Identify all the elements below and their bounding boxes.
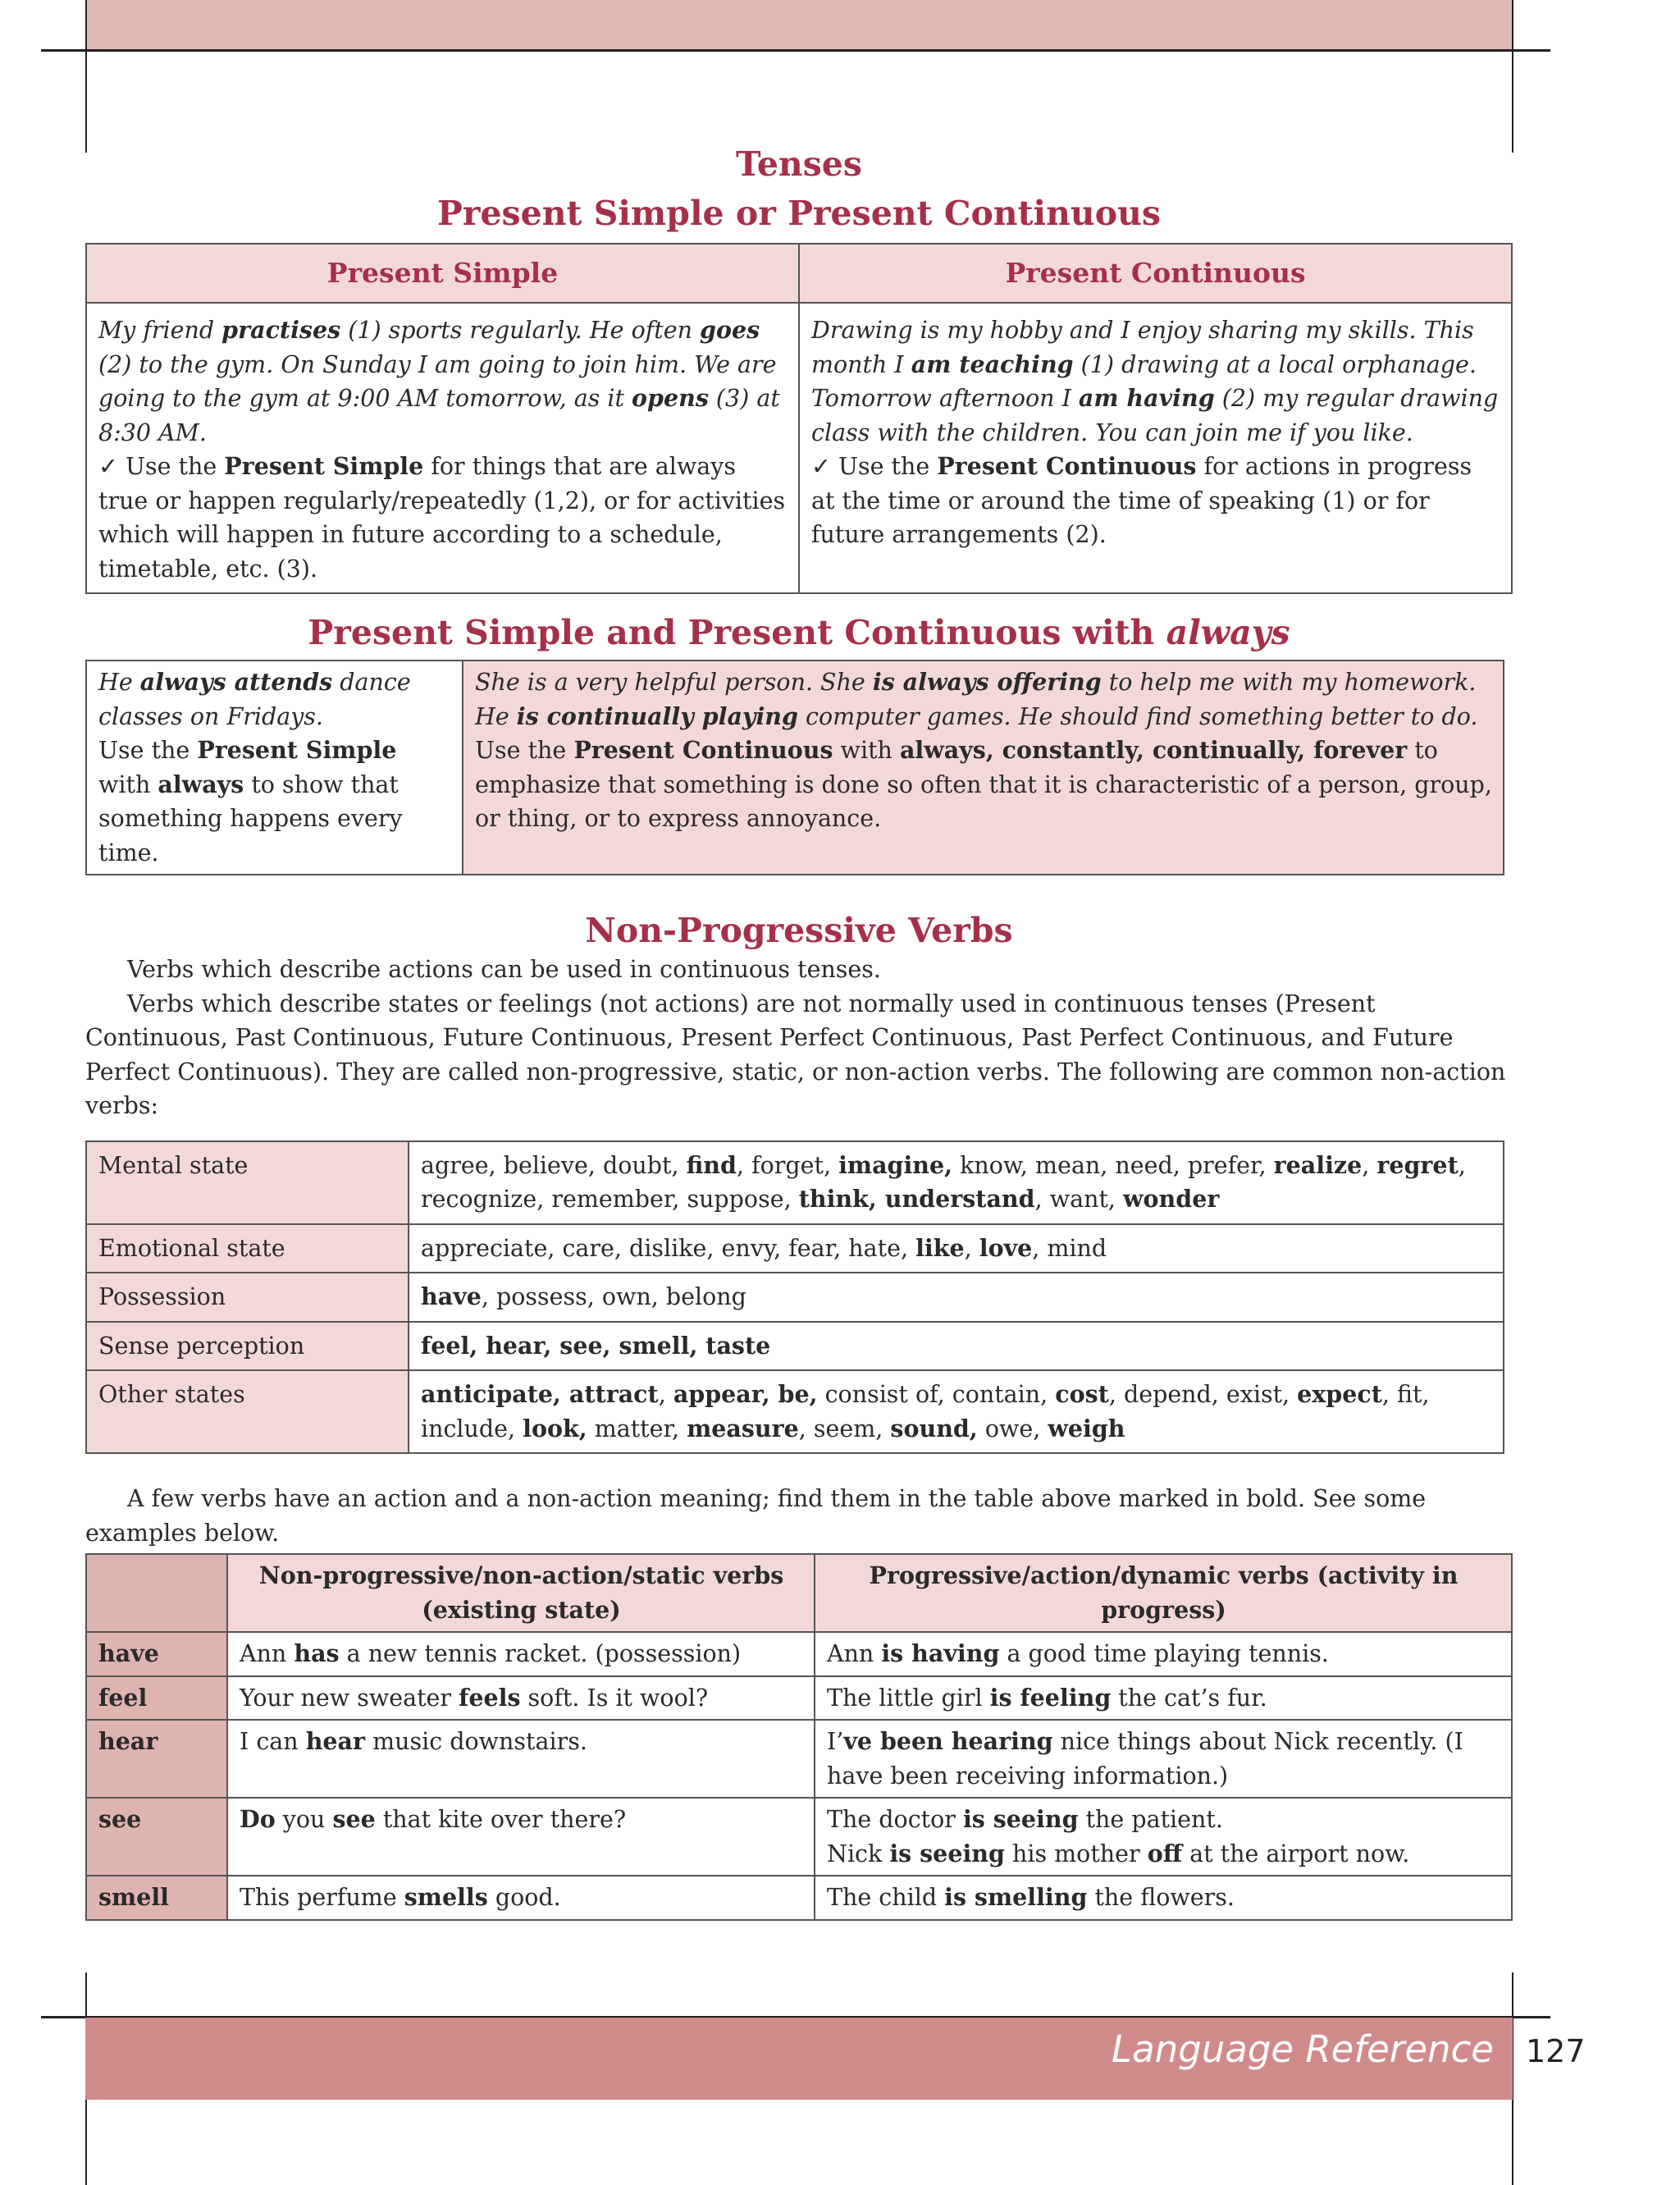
present-simple-example: My friend practises (1) sports regularly. He often goes (2) to the gym. On Sunday I am going to join him. We are going to the gym at 9:00 AM tomorrow, as it opens (3) at 8:30 AM.	[98, 316, 780, 446]
table-header-row	[86, 1554, 1512, 1632]
always-continuous-example-2: He is continually playing computer games. He should find something better to do.	[475, 702, 1478, 730]
non-progressive-para-3: A few verbs have an action and a non-action meaning; find them in the table above marked in bold. See some examples below.	[85, 1485, 1427, 1547]
mental-state-verbs: agree, believe, doubt, find, forget, imagine, know, mean, need, prefer, realize, regret, recognize, remember, suppose, think, understand, want, wonder	[409, 1141, 1504, 1224]
table-row	[86, 1720, 1512, 1798]
always-simple-cell	[86, 661, 463, 875]
page-title: Tenses	[736, 144, 862, 184]
table-row	[86, 1322, 1504, 1371]
dynamic-example-hear: I’ve been hearing nice things about Nick recently. (I have been receiving information.)	[815, 1720, 1512, 1798]
static-example-hear: I can hear music downstairs.	[227, 1720, 815, 1798]
dynamic-example-feel: The little girl is feeling the cat’s fur.	[815, 1676, 1512, 1721]
present-continuous-rule: ✓ Use the Present Continuous for actions in progress at the time or around the time of speaking (1) or for future arrangements (2).	[811, 452, 1472, 548]
present-continuous-cell	[799, 303, 1512, 593]
non-progressive-heading: Non-Progressive Verbs	[585, 911, 1013, 950]
static-example-feel: Your new sweater feels soft. Is it wool?	[227, 1676, 815, 1721]
table-row	[86, 1141, 1504, 1224]
examples-table	[85, 1553, 1513, 1921]
present-simple-rule: ✓ Use the Present Simple for things that are always true or happen regularly/repeatedly (1,2), or for activities which will happen in future according to a schedule, timetable, etc. (3).	[98, 452, 786, 583]
non-action-verbs-table	[85, 1140, 1504, 1455]
top-band	[85, 0, 1513, 49]
sense-perception-verbs: feel, hear, see, smell, taste	[409, 1322, 1504, 1371]
always-simple-rule: Use the Present Simple with always to show that something happens every time.	[98, 736, 403, 866]
static-example-smell: This perfume smells good.	[227, 1876, 815, 1920]
dynamic-example-smell: The child is smelling the flowers.	[815, 1876, 1512, 1920]
possession-label: Possession	[86, 1273, 409, 1322]
always-simple-example: He always attends dance classes on Fridays.	[98, 668, 411, 730]
crop-mark-top-right	[1512, 0, 1513, 153]
footer-band	[85, 2018, 1513, 2100]
page-number: 127	[1526, 2033, 1586, 2069]
verb-have: have	[86, 1632, 227, 1676]
emotional-state-label: Emotional state	[86, 1224, 409, 1273]
present-continuous-example: Drawing is my hobby and I enjoy sharing my skills. This month I am teaching (1) drawing at a local orphanage. Tomorrow afternoon I am having (2) my regular drawing class with the children. You can join me if you like.	[811, 317, 1499, 446]
table-row	[86, 1370, 1504, 1453]
verb-feel: feel	[86, 1676, 227, 1721]
comparison-table	[85, 243, 1513, 594]
emotional-state-verbs: appreciate, care, dislike, envy, fear, hate, like, love, mind	[409, 1224, 1504, 1273]
other-states-verbs: anticipate, attract, appear, be, consist of, contain, cost, depend, exist, expect, fit, include, look, matter, measure, seem, sound, owe, weigh	[409, 1370, 1504, 1453]
page-subtitle: Present Simple or Present Continuous	[437, 194, 1161, 233]
always-table	[85, 660, 1504, 875]
non-progressive-column-header: Non-progressive/non-action/static verbs (existing state)	[227, 1554, 815, 1632]
dynamic-example-have: Ann is having a good time playing tennis.	[815, 1632, 1512, 1676]
verb-see: see	[86, 1798, 227, 1876]
dynamic-example-see: The doctor is seeing the patient. Nick is seeing his mother off at the airport now.	[815, 1798, 1512, 1876]
table-row	[86, 1632, 1512, 1676]
always-section-heading: Present Simple and Present Continuous with always	[308, 613, 1290, 652]
crop-mark-top	[41, 49, 1550, 52]
footer-section-title: Language Reference	[1112, 2027, 1494, 2071]
table-row	[86, 1798, 1512, 1876]
table-row	[86, 1273, 1504, 1322]
non-progressive-para-1: Verbs which describe actions can be used in continuous tenses.	[127, 956, 881, 983]
other-states-label: Other states	[86, 1370, 409, 1453]
present-simple-cell	[86, 303, 799, 593]
table-row	[86, 1676, 1512, 1721]
verb-smell: smell	[86, 1876, 227, 1920]
verb-hear: hear	[86, 1720, 227, 1798]
always-continuous-cell	[463, 661, 1504, 875]
mental-state-label: Mental state	[86, 1141, 409, 1224]
page-content	[85, 139, 1513, 1921]
progressive-column-header: Progressive/action/dynamic verbs (activity in progress)	[815, 1554, 1512, 1632]
static-example-see: Do you see that kite over there?	[227, 1798, 815, 1876]
always-continuous-rule: Use the Present Continuous with always, constantly, continually, forever to emphasize that something is done so often that it is characteristic of a person, group, or thing, or to express annoyance.	[475, 736, 1492, 832]
present-simple-header: Present Simple	[86, 244, 799, 303]
table-row	[86, 1876, 1512, 1920]
present-continuous-header: Present Continuous	[799, 244, 1512, 303]
non-progressive-para-2: Verbs which describe states or feelings (not actions) are not normally used in continuous tenses (Present Continuous, Past Continuous, Future Continuous, Present Perfect Continuous, Past Perfect Continuous, and Future Perfect Continuous). They are called non-progressive, static, or non-action verbs. The following are common non-action verbs:	[85, 990, 1506, 1119]
static-example-have: Ann has a new tennis racket. (possession)	[227, 1632, 815, 1676]
sense-perception-label: Sense perception	[86, 1322, 409, 1371]
possession-verbs: have, possess, own, belong	[409, 1273, 1504, 1322]
always-continuous-example-1: She is a very helpful person. She is always offering to help me with my homework.	[475, 668, 1477, 696]
table-row	[86, 1224, 1504, 1273]
crop-mark-top-left	[85, 0, 87, 153]
verb-column-header	[86, 1554, 227, 1632]
